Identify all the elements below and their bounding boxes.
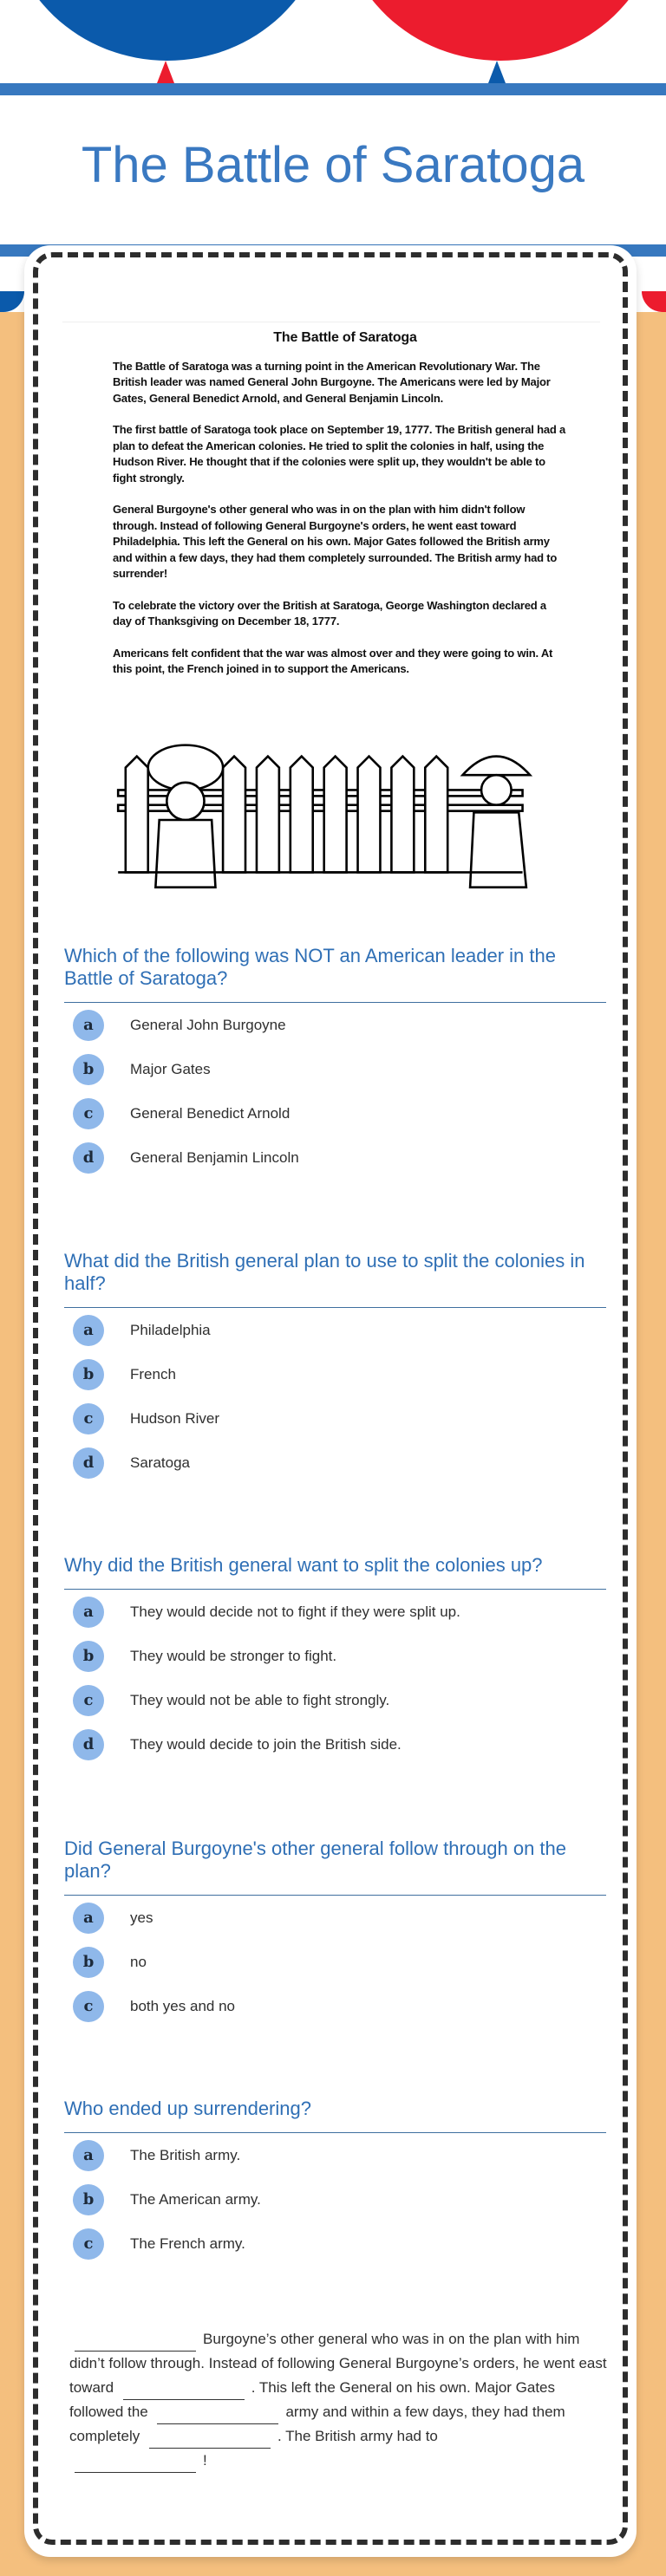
option-text: General Benedict Arnold (130, 1104, 291, 1122)
option-letter: d (73, 1447, 104, 1479)
header-bar (0, 83, 666, 95)
reading-passage (63, 330, 601, 693)
option-letter: d (73, 1142, 104, 1174)
option-letter: c (73, 2228, 104, 2260)
question-3 (64, 1554, 606, 1766)
option-text: The French army. (130, 2234, 245, 2252)
option-letter: d (73, 1729, 104, 1760)
option-text: General Benjamin Lincoln (130, 1148, 299, 1166)
answer-option[interactable] (73, 1047, 606, 1091)
blank-input[interactable] (157, 2405, 278, 2424)
option-text: yes (130, 1909, 153, 1926)
balloon-knot (488, 61, 506, 83)
option-letter: b (73, 1641, 104, 1672)
question-5 (64, 2098, 606, 2266)
worksheet-card (24, 245, 637, 2557)
balloon-knot (157, 61, 174, 83)
passage-paragraph: The first battle of Saratoga took place on September 19, 1777. The British general had a plan to defeat the American colonies. He tried to split the colonies in half, using the Hudson River. He thought that if the colonies were split up, they wouldn't be able to fight strongly. (113, 423, 566, 485)
answer-option[interactable] (73, 1091, 606, 1135)
fill-text: . The British army had to (278, 2428, 438, 2444)
option-text: General John Burgoyne (130, 1016, 286, 1033)
fill-in-the-blank (69, 2327, 607, 2473)
answer-option[interactable] (73, 2177, 606, 2221)
blue-balloon (7, 0, 328, 61)
question-1 (64, 945, 606, 1180)
option-letter: b (73, 1359, 104, 1390)
option-text: Saratoga (130, 1454, 190, 1471)
fill-text: Burgoyne’s other general who was in on the plan with him didn’t follow through. Instead of following General Burgoyne’s orders, he went east toward (69, 2331, 607, 2396)
blank-input[interactable] (75, 2454, 196, 2473)
fill-text: . This left the General on his own. Major Gates followed the (69, 2379, 556, 2420)
passage-paragraph: Americans felt confident that the war was almost over and they were going to win. At this point, the French joined in to support the Americans. (113, 646, 553, 675)
answer-option[interactable] (73, 1940, 606, 1984)
option-letter: a (73, 1903, 104, 1934)
right-bunting (631, 257, 666, 312)
answer-option[interactable] (73, 1590, 606, 1634)
blank-input[interactable] (75, 2332, 196, 2352)
option-letter: c (73, 1685, 104, 1716)
answer-option[interactable] (73, 1441, 606, 1485)
option-letter: a (73, 1010, 104, 1041)
question-text: What did the British general plan to use to split the colonies in half? (64, 1250, 606, 1308)
passage-paragraph: General Burgoyne's other general who was in on the plan with him didn't follow through. Instead of following General Burgoyne's orders, he went east toward Philadelphia. This left the General on his own. Major Gates followed the British army and within a few days, they had them completely surrounded. The British army had to surrender! (113, 503, 558, 580)
answer-option[interactable] (73, 2133, 606, 2177)
red-balloon (340, 0, 661, 61)
option-text: Major Gates (130, 1060, 211, 1077)
option-letter: a (73, 1597, 104, 1628)
option-letter: a (73, 1315, 104, 1346)
option-text: They would be stronger to fight. (130, 1647, 337, 1664)
option-letter: b (73, 2184, 104, 2215)
option-text: The American army. (130, 2190, 261, 2208)
option-letter: b (73, 1947, 104, 1978)
option-letter: b (73, 1054, 104, 1085)
option-text: The British army. (130, 2146, 241, 2163)
answer-option[interactable] (73, 2221, 606, 2266)
option-text: no (130, 1953, 147, 1970)
answer-option[interactable] (73, 1396, 606, 1441)
passage-paragraph: To celebrate the victory over the British at Saratoga, George Washington declared a day of Thanksgiving on December 18, 1777. (113, 598, 546, 628)
page-title-text: The Battle of Saratoga (81, 137, 585, 193)
question-4 (64, 1838, 606, 2028)
option-text: They would decide not to fight if they were split up. (130, 1603, 460, 1620)
answer-option[interactable] (73, 1135, 606, 1180)
answer-option[interactable] (73, 1896, 606, 1940)
fence-soldiers-illustration (85, 738, 571, 902)
question-text: Did General Burgoyne's other general follow through on the plan? (64, 1838, 606, 1896)
answer-option[interactable] (73, 1634, 606, 1678)
question-text: Why did the British general want to split the colonies up? (64, 1554, 606, 1590)
question-text: Who ended up surrendering? (64, 2098, 606, 2133)
answer-option[interactable] (73, 1722, 606, 1766)
blank-input[interactable] (123, 2381, 245, 2400)
answer-option[interactable] (73, 1003, 606, 1047)
answer-option[interactable] (73, 1984, 606, 2028)
option-text: Hudson River (130, 1409, 219, 1427)
option-text: both yes and no (130, 1997, 235, 2014)
page-title (0, 137, 666, 193)
option-text: They would not be able to fight strongly. (130, 1691, 390, 1708)
question-2 (64, 1250, 606, 1485)
option-letter: c (73, 1991, 104, 2022)
option-letter: a (73, 2140, 104, 2171)
passage-title: The Battle of Saratoga (273, 330, 417, 345)
fill-text: army and within a few days, they had them completely (69, 2404, 565, 2444)
answer-option[interactable] (73, 1678, 606, 1722)
answer-option[interactable] (73, 1352, 606, 1396)
passage-paragraph: The Battle of Saratoga was a turning point in the American Revolutionary War. The British leader was named General John Burgoyne. The Americans were led by Major Gates, General Benedict Arnold, and General Benjamin Lincoln. (113, 359, 551, 405)
option-text: French (130, 1365, 176, 1382)
option-letter: c (73, 1098, 104, 1129)
blank-input[interactable] (149, 2430, 271, 2449)
fill-text: ! (203, 2452, 207, 2469)
option-letter: c (73, 1403, 104, 1434)
answer-option[interactable] (73, 1308, 606, 1352)
question-text: Which of the following was NOT an American leader in the Battle of Saratoga? (64, 945, 606, 1003)
option-text: They would decide to join the British side. (130, 1735, 402, 1753)
option-text: Philadelphia (130, 1321, 211, 1338)
